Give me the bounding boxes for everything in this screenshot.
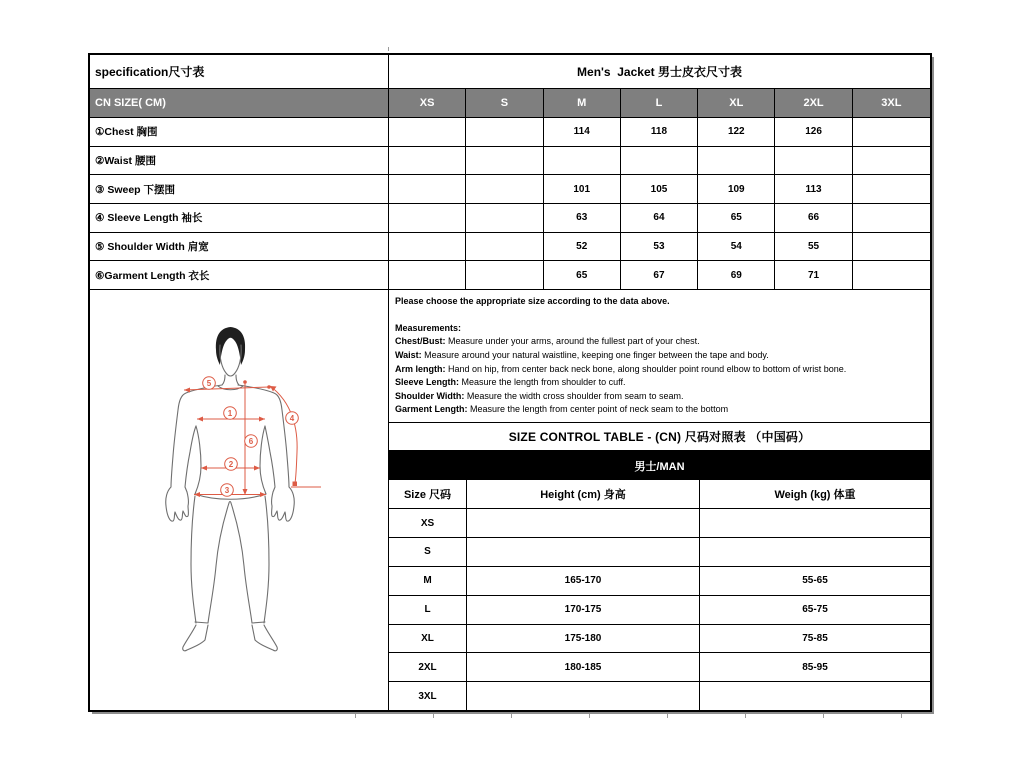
body-figure-svg — [90, 290, 389, 710]
size-control-row-3xl: 3XL — [389, 682, 930, 710]
gridline-stub — [667, 714, 668, 718]
sleeve-length-line — [270, 386, 297, 483]
size-col-header: L — [621, 89, 698, 117]
note-waist: Waist: Measure around your natural waistline, keeping one finger between the tape and body. — [395, 349, 769, 360]
gridline-stub — [433, 714, 434, 718]
notes-measurements-title: Measurements: — [395, 322, 462, 333]
table-row-sleeve-length: ④ Sleeve Length 袖长 63 64 65 66 — [90, 204, 930, 233]
table-title-row — [90, 55, 930, 89]
right-column — [389, 290, 930, 710]
body-measurement-diagram — [90, 290, 389, 710]
size-col-header: 2XL — [775, 89, 852, 117]
size-header-row — [90, 89, 930, 118]
size-chart-sheet — [88, 53, 932, 712]
bottom-section — [90, 290, 930, 710]
size-control-title: SIZE CONTROL TABLE - (CN) 尺码对照表 （中国码） — [389, 423, 930, 451]
size-col-header: XL — [698, 89, 775, 117]
gridline-stub — [823, 714, 824, 718]
size-control-col-weight: Weigh (kg) 体重 — [774, 489, 856, 502]
size-control-row-m: M 165-170 55-65 — [389, 567, 930, 596]
gridline-stub — [745, 714, 746, 718]
gridline-stub — [511, 714, 512, 718]
annotation-3: 3 — [224, 486, 230, 496]
table-row-shoulder-width: ⑤ Shoulder Width 肩宽 52 53 54 55 — [90, 233, 930, 262]
notes-intro: Please choose the appropriate size according to the data above. — [395, 296, 670, 307]
size-control-row-xl: XL 175-180 75-85 — [389, 625, 930, 654]
gender-band: 男士/MAN — [389, 451, 930, 480]
annotation-4: 4 — [289, 414, 295, 424]
gridline-stub — [388, 47, 389, 51]
table-row-sweep: ③ Sweep 下摆围 101 105 109 113 — [90, 175, 930, 204]
note-garment-length: Garment Length: Measure the length from center point of neck seam to the bottom — [395, 404, 729, 415]
product-title: Men's Jacket 男士皮衣尺寸表 — [577, 65, 742, 79]
size-col-header: M — [544, 89, 621, 117]
size-col-header: XS — [389, 89, 466, 117]
note-arm-length: Arm length: Hand on hip, from center back neck bone, along shoulder point round elbow to bottom of wrist bone. — [395, 363, 847, 374]
size-control-row-xs: XS — [389, 509, 930, 538]
size-control-row-2xl: 2XL 180-185 85-95 — [389, 653, 930, 682]
size-control-row-l: L 170-175 65-75 — [389, 596, 930, 625]
gridline-stub — [355, 714, 356, 718]
measurement-notes — [389, 290, 930, 423]
size-control-col-height: Height (cm) 身高 — [467, 480, 700, 508]
table-row-waist: ②Waist 腰围 — [90, 147, 930, 176]
cn-size-header: CN SIZE( CM) — [90, 89, 389, 117]
size-control-row-s: S — [389, 538, 930, 567]
annotation-1: 1 — [227, 409, 233, 419]
annotation-2: 2 — [228, 460, 234, 470]
note-shoulder-width: Shoulder Width: Measure the width cross shoulder from seam to seam. — [395, 390, 684, 401]
annotation-6: 6 — [248, 437, 254, 447]
table-row-chest: ①Chest 胸围 114 118 122 126 — [90, 118, 930, 147]
note-chest-bust: Chest/Bust: Measure under your arms, around the fullest part of your chest. — [395, 336, 700, 347]
annotation-5: 5 — [206, 379, 212, 389]
spec-title: specification尺寸表 — [90, 55, 389, 88]
size-col-header: S — [466, 89, 543, 117]
gridline-stub — [901, 714, 902, 718]
size-control-header-row — [389, 480, 930, 509]
size-control-col-size: Size 尺码 — [389, 480, 467, 508]
size-col-header: 3XL — [881, 97, 902, 109]
note-sleeve-length: Sleeve Length: Measure the length from shoulder to cuff. — [395, 377, 626, 388]
size-control-rows — [389, 509, 930, 710]
gridline-stub — [589, 714, 590, 718]
table-row-garment-length: ⑥Garment Length 衣长 65 67 69 71 — [90, 261, 930, 290]
